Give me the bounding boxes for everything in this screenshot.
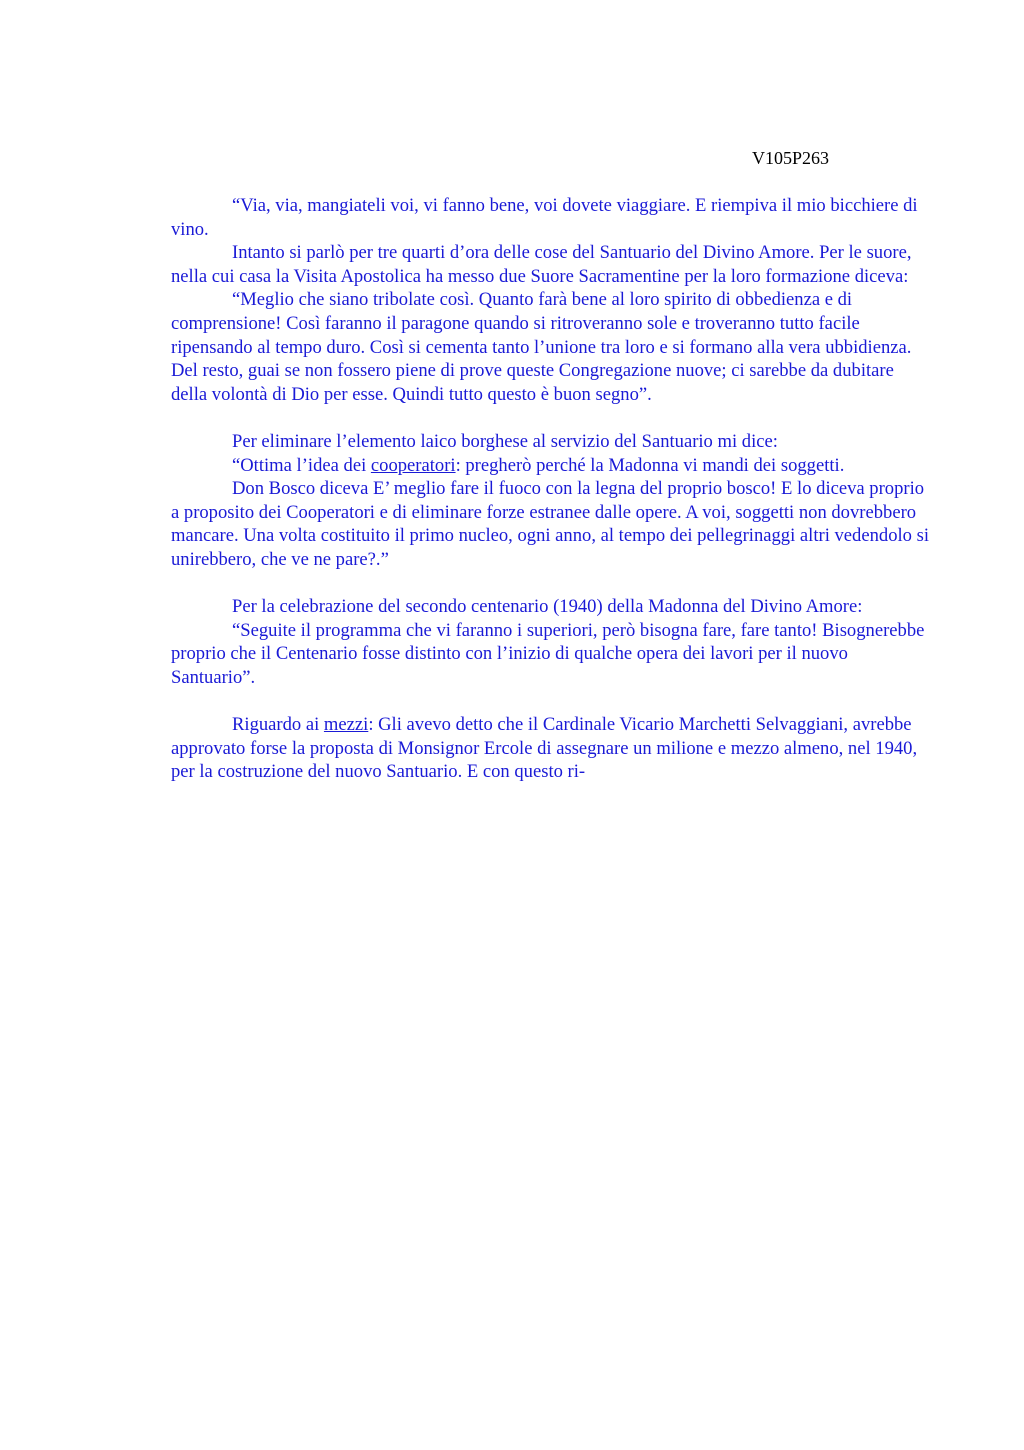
underlined-term: mezzi xyxy=(323,714,369,736)
paragraph-text: : pregherò perché la Madonna vi mandi dei soggetti. xyxy=(455,454,845,476)
paragraph xyxy=(171,713,931,784)
page-identifier: V105P263 xyxy=(752,148,830,168)
paragraph: “Seguite il programma che vi faranno i superiori, però bisogna fare, fare tanto! Bisognerebbe proprio che il Centenario fosse distinto con l’inizio di qualche opera dei lavori per il nuovo Santuario”. xyxy=(171,619,925,688)
paragraph-text: Riguardo ai xyxy=(232,714,324,736)
paragraph: Per la celebrazione del secondo centenario (1940) della Madonna del Divino Amore: xyxy=(232,596,863,618)
paragraph: Intanto si parlò per tre quarti d’ora delle cose del Santuario del Divino Amore. Per le suore, nella cui casa la Visita Apostolica ha messo due Suore Sacramentine per la loro formazione diceva: xyxy=(171,242,912,287)
paragraph: Per eliminare l’elemento laico borghese al servizio del Santuario mi dice: xyxy=(232,430,778,452)
body-text xyxy=(171,194,931,784)
paragraph-text: “Ottima l’idea dei xyxy=(232,454,371,476)
paragraph-text: : Gli avevo detto che il Cardinale Vicario Marchetti Selvaggiani, avrebbe approvato forse la proposta di Monsignor Ercole di assegnare un milione e mezzo almeno, nel 1940, per la costruzione del nuovo Santuario. E con questo ri- xyxy=(171,714,918,783)
paragraph: “Meglio che siano tribolate così. Quanto farà bene al loro spirito di obbedienza e di comprensione! Così faranno il paragone quando si ritroveranno sole e troveranno tutto facile ripensando al tempo duro. Così si cementa tanto l’unione tra loro e si formano alla vera ubbidienza. Del resto, guai se non fossero piene di prove queste Congregazione nuove; ci sarebbe da dubitare della volontà di Dio per esse. Quindi tutto questo è buon segno”. xyxy=(171,289,912,405)
paragraph: Don Bosco diceva E’ meglio fare il fuoco con la legna del proprio bosco! E lo diceva proprio a proposito dei Cooperatori e di eliminare forze estranee dalle opere. A voi, soggetti non dovrebbero mancare. Una volta costituito il primo nucleo, ogni anno, al tempo dei pellegrinaggi altri vedendolo si unirebbero, che ve ne pare?.” xyxy=(171,478,930,570)
paragraph xyxy=(171,454,931,478)
paragraph: “Via, via, mangiateli voi, vi fanno bene, voi dovete viaggiare. E riempiva il mio bicchiere di vino. xyxy=(171,195,918,240)
underlined-term: cooperatori xyxy=(370,454,456,476)
